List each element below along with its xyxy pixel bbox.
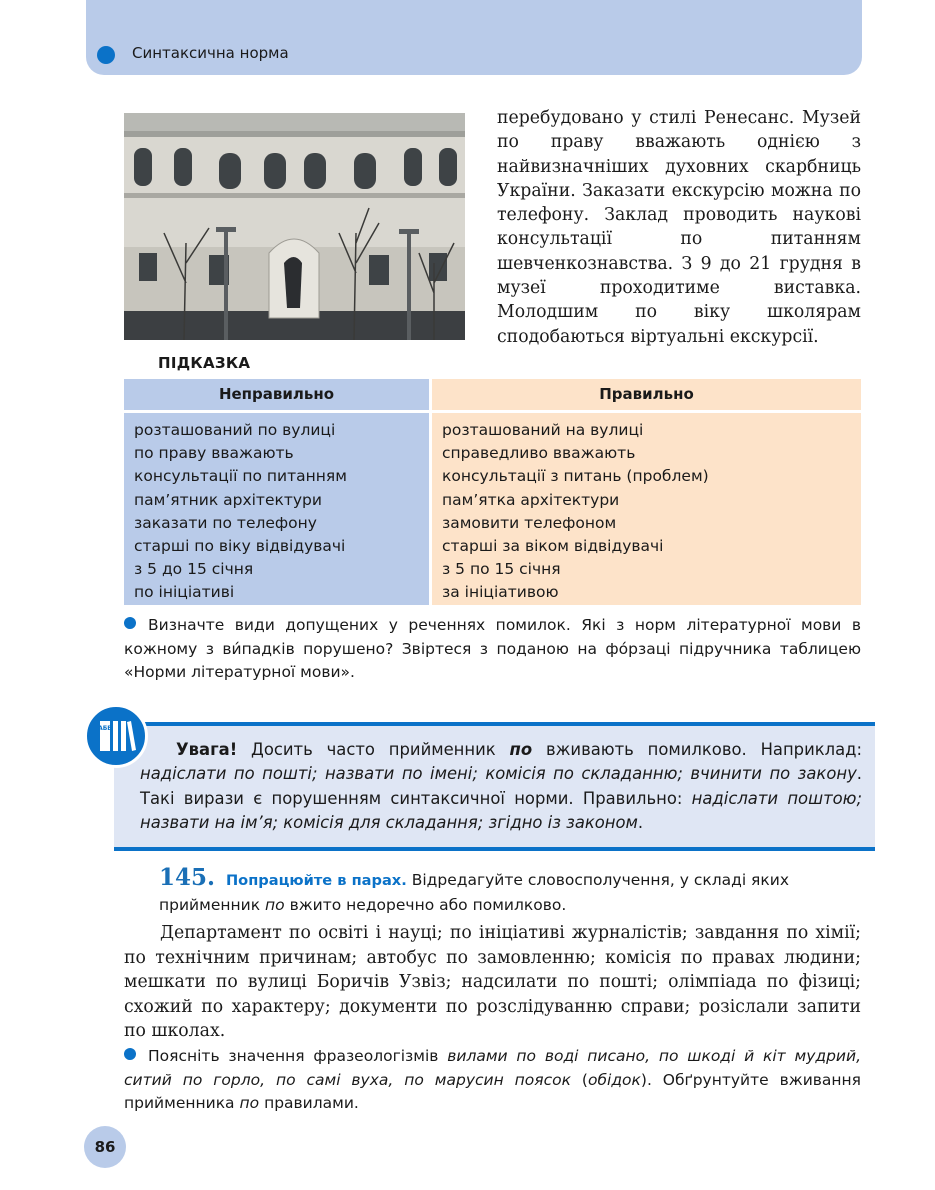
bullet-icon xyxy=(124,617,136,629)
task-text: Визначте види допущених у реченнях помилок. Які з норм літературної мови в кожному з ви́падків порушено? Звіртеся з поданою на фо́рзаці підручника таблицею «Норми літературної мови». xyxy=(124,616,861,681)
museum-photo xyxy=(124,113,465,340)
task-paragraph xyxy=(124,614,861,685)
bullet-icon xyxy=(97,46,115,64)
right-item: з 5 по 15 січня xyxy=(442,560,561,579)
wrong-item: пам’ятник архітектури xyxy=(134,490,322,509)
right-item: розташований на вулиці xyxy=(442,421,644,439)
right-item: консультації з питань (проблем) xyxy=(442,467,709,486)
wrong-column xyxy=(124,379,429,605)
attention-label: Увага! xyxy=(176,740,238,759)
wrong-item: по праву вважають xyxy=(134,444,294,463)
right-item: за ініціативою xyxy=(442,583,559,602)
bullet-icon xyxy=(124,1048,136,1060)
wrong-examples: надіслати по пошті; назвати по імені; комісія по складанню; вчинити по закону xyxy=(140,764,857,784)
wrong-item: старші по віку відвідувачі xyxy=(134,537,346,556)
exercise-text: Департамент по освіті і науці; по ініціативі журналістів; завдання по хімії; по технічним причинам; автобус по замовленню; комісія по правах людини; мешкати по вулиці Боричів Узвіз; надсилати по пошті; олімпіада по фізиці; схожий по характеру; документи по розслідуванню справи; розіслали запити по школах. xyxy=(124,923,861,1041)
right-item: справедливо вважають xyxy=(442,444,636,463)
header-band xyxy=(86,0,862,75)
right-column xyxy=(432,379,861,605)
wrong-item: розташований по вулиці xyxy=(134,421,336,439)
right-examples: надіслати поштою; назвати на ім’я; комісія для складання; згідно із законом xyxy=(140,788,862,832)
right-item: пам’ятка архітектури xyxy=(442,490,620,509)
passage-continuation: перебудовано у стилі Ренесанс. Музей по праву вважають однією з найвизначніших духовних скарбниць України. Заказати екскурсію можна по телефону. Заклад проводить наукові консультації по питанням шевченкознавства. З 9 до 21 грудня в музеї проходитиме виставка. Молодшим по віку школярам сподобаються віртуальні екскурсії. xyxy=(497,108,861,347)
wrong-item: заказати по телефону xyxy=(134,513,317,532)
wrong-item: з 5 до 15 січня xyxy=(134,560,254,579)
exercise-number: 145. xyxy=(159,864,216,891)
section-title: Синтаксична норма xyxy=(132,44,289,62)
right-item: старші за віком відвідувачі xyxy=(442,537,664,556)
right-list xyxy=(432,413,861,605)
books-icon xyxy=(84,704,148,768)
wrong-list xyxy=(124,413,429,605)
wrong-item: по ініціативі xyxy=(134,583,235,602)
page-number: 86 xyxy=(84,1126,126,1168)
hint-label: ПІДКАЗКА xyxy=(158,354,251,372)
exercise-heading: 145. Попрацюйте в парах. Відредагуйте словосполучення, у складі яких прийменник по вжито недоречно або помилково. xyxy=(159,864,789,914)
idioms: вилами по воді писано, по шкоді й кіт мудрий, ситий по горло, по самі вуха, по марусин поясок xyxy=(124,1047,861,1089)
wrong-item: консультації по питанням xyxy=(134,467,347,486)
right-item: замовити телефоном xyxy=(442,513,617,532)
exercise-title: Попрацюйте в парах. xyxy=(225,872,407,889)
right-header: Правильно xyxy=(432,379,861,413)
wrong-header: Неправильно xyxy=(124,379,429,413)
explain-paragraph: Поясніть значення фразеологізмів вилами по воді писано, по шкоді й кіт мудрий, ситий по горло, по самі вуха, по марусин поясок (обідок). Обґрунтуйте вживання прийменника по правилами. xyxy=(124,1047,861,1112)
icon-letter: АБВ xyxy=(98,725,112,732)
attention-text: Увага! Досить часто прийменник по вживають помилково. Наприклад: надіслати по пошті; назвати по імені; комісія по складанню; вчинити по закону. Такі вирази є порушенням синтаксичної норми. Правильно: надіслати поштою; назвати на ім’я; комісія для складання; згідно із законом. xyxy=(140,740,862,832)
